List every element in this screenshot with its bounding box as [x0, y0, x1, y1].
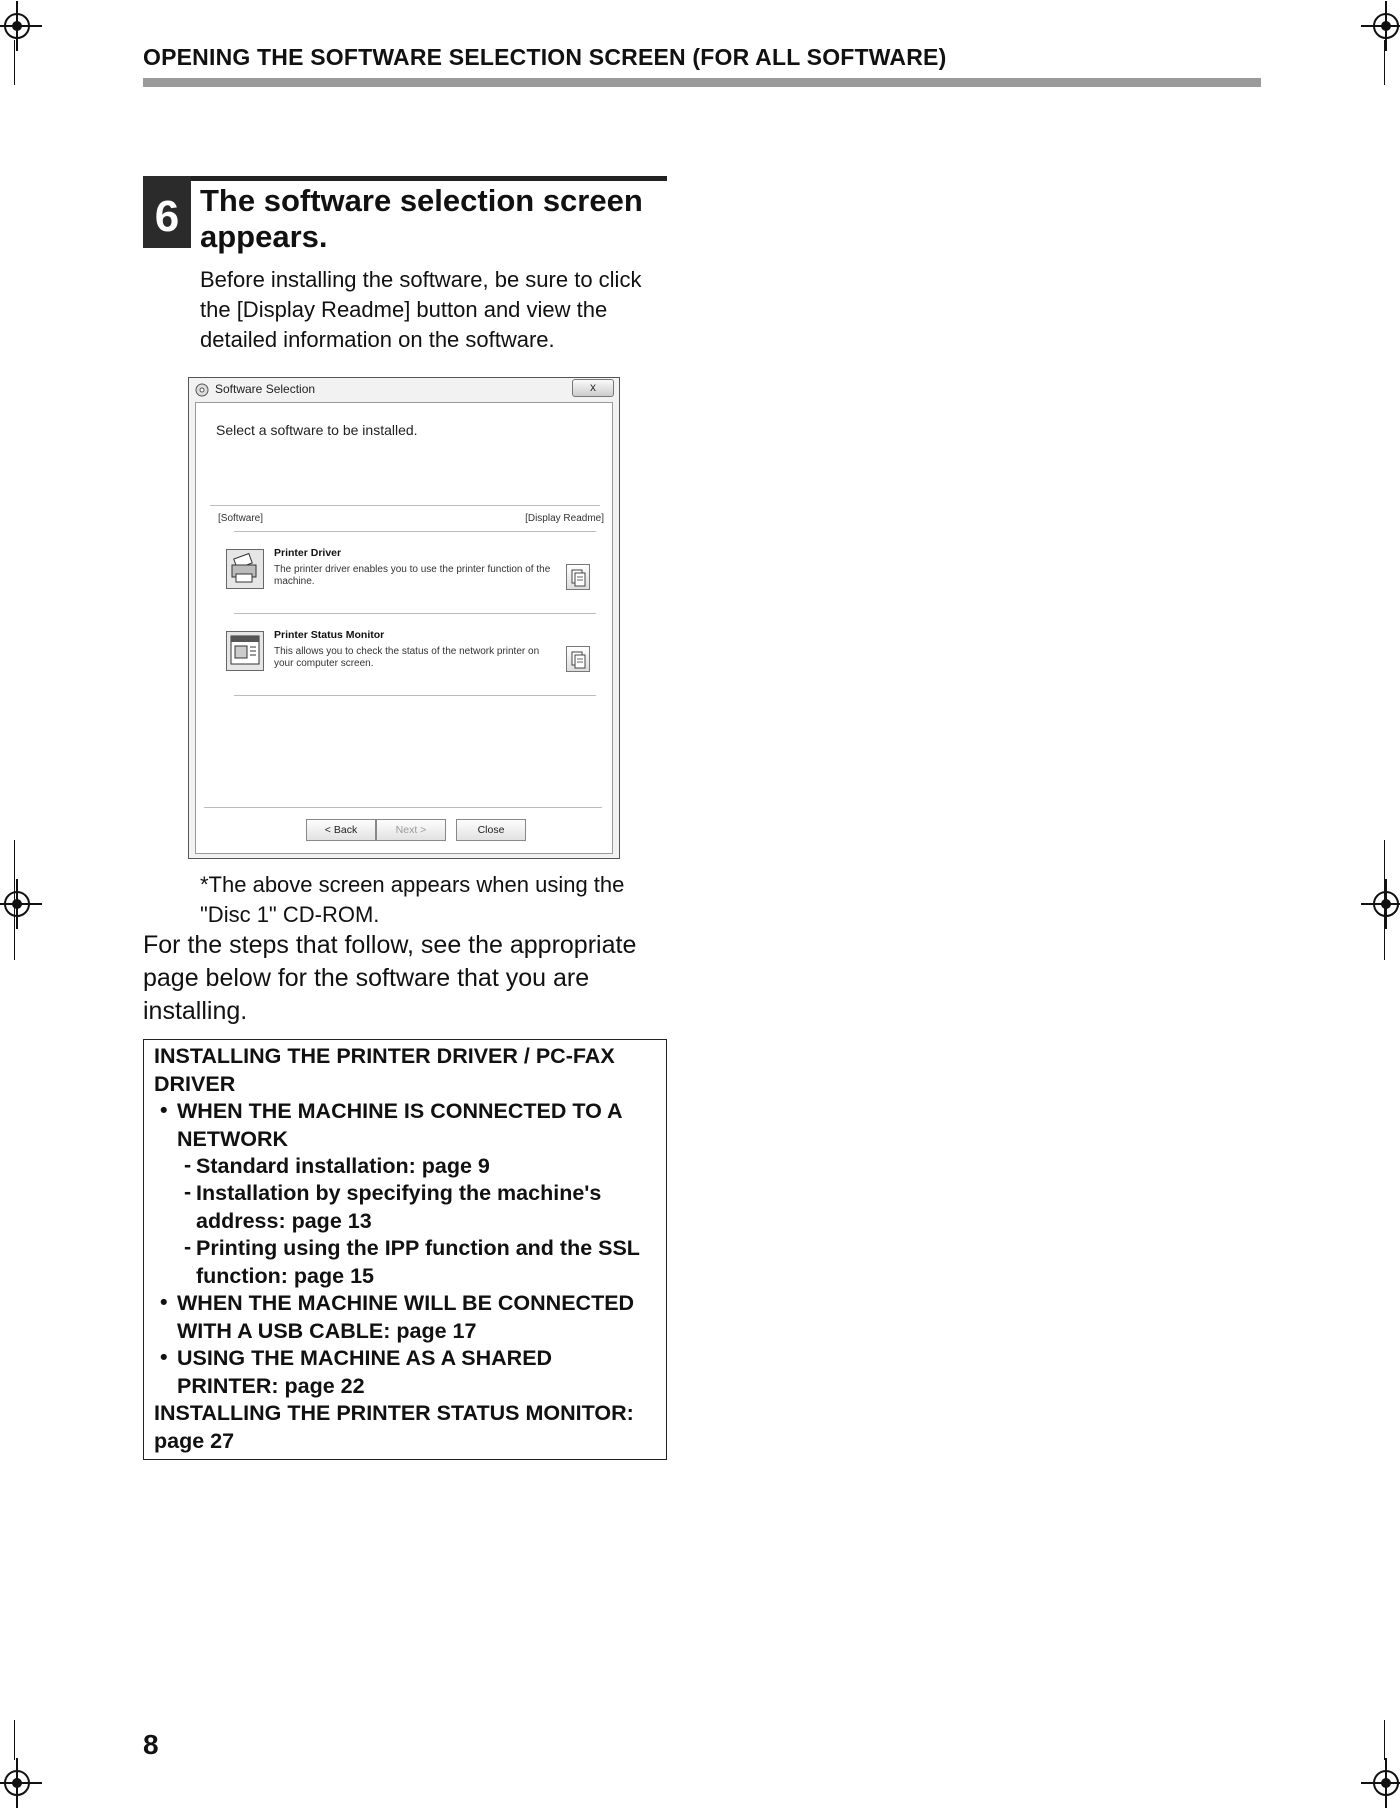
header-rule	[143, 78, 1261, 87]
column-header-display-readme: [Display Readme]	[525, 513, 604, 524]
instruction-paragraph	[143, 929, 683, 1028]
window-titlebar	[189, 378, 619, 402]
page-number: 8	[143, 1729, 159, 1760]
crop-line	[14, 40, 15, 85]
standard-installation-link[interactable]: Standard installation: page 9	[196, 1154, 490, 1178]
divider	[210, 505, 600, 506]
address-installation-link[interactable]	[196, 1180, 601, 1235]
divider	[234, 613, 596, 614]
heading-line: page 27	[154, 1428, 235, 1453]
shared-printer-link[interactable]	[177, 1345, 552, 1400]
registration-mark-top-left	[4, 13, 30, 39]
dash-glyph: -	[184, 1180, 192, 1204]
network-bullet	[177, 1098, 623, 1153]
step-rule	[143, 176, 667, 181]
registration-mark-mid-left	[4, 891, 30, 917]
description-line: This allows you to check the status of the network printer on	[274, 646, 540, 657]
crop-line	[14, 1720, 15, 1760]
display-readme-button[interactable]	[566, 564, 590, 590]
crop-line	[1384, 1720, 1385, 1760]
back-button[interactable]: < Back	[306, 819, 376, 841]
description-line: The printer driver enables you to use the printer function of the	[274, 564, 551, 575]
heading-line: INSTALLING THE PRINTER DRIVER / PC-FAX	[154, 1044, 615, 1068]
registration-mark-bottom-left	[4, 1770, 30, 1796]
printer-driver-install-button[interactable]	[226, 549, 264, 589]
bullet-glyph: •	[160, 1098, 168, 1122]
bullet-line: WHEN THE MACHINE IS CONNECTED TO A	[177, 1099, 623, 1123]
step-body-line: the [Display Readme] button and view the	[200, 297, 608, 322]
registration-mark-mid-right	[1373, 891, 1399, 917]
dash-glyph: -	[184, 1235, 192, 1259]
bullet-glyph: •	[160, 1345, 168, 1369]
cd-disc-icon	[195, 383, 209, 397]
dash-glyph: -	[184, 1153, 192, 1177]
step-body	[200, 265, 670, 355]
divider	[234, 695, 596, 696]
note-line: *The above screen appears when using the	[200, 872, 625, 897]
bullet-glyph: •	[160, 1290, 168, 1314]
window-title: Software Selection	[215, 382, 316, 396]
crop-line	[1384, 40, 1385, 85]
paragraph-line: page below for the software that you are	[143, 964, 590, 992]
heading-line: INSTALLING THE PRINTER STATUS MONITOR:	[154, 1401, 634, 1425]
bullet-line: WITH A USB CABLE: page 17	[177, 1318, 477, 1343]
registration-mark-top-right	[1373, 13, 1399, 39]
status-monitor-icon	[227, 632, 263, 670]
description-line: machine.	[274, 576, 315, 587]
registration-mark-bottom-right	[1373, 1770, 1399, 1796]
step-body-line: Before installing the software, be sure to click	[200, 267, 642, 292]
step-title	[200, 183, 670, 255]
software-selection-window	[188, 377, 620, 859]
link-line: Printing using the IPP function and the SSL	[196, 1236, 640, 1260]
printer-icon	[227, 550, 263, 588]
printer-status-monitor-install-button[interactable]	[226, 631, 264, 671]
link-line: function: page 15	[196, 1263, 374, 1288]
crop-line	[14, 840, 15, 960]
bullet-line: USING THE MACHINE AS A SHARED	[177, 1346, 553, 1370]
link-line: Installation by specifying the machine's	[196, 1181, 602, 1205]
paragraph-line: For the steps that follow, see the appropriate	[143, 931, 637, 959]
page-header-title: OPENING THE SOFTWARE SELECTION SCREEN (FOR ALL SOFTWARE)	[143, 44, 947, 70]
step-title-line: appears.	[200, 219, 328, 254]
window-prompt: Select a software to be installed.	[216, 422, 418, 438]
display-readme-button[interactable]	[566, 646, 590, 672]
software-description	[274, 564, 554, 588]
step-title-line: The software selection screen	[200, 183, 643, 218]
crop-line	[1384, 840, 1385, 960]
status-monitor-link[interactable]	[154, 1400, 634, 1455]
heading-line: DRIVER	[154, 1071, 236, 1096]
paragraph-line: installing.	[143, 997, 248, 1025]
document-icon	[567, 565, 589, 589]
note-line: "Disc 1" CD-ROM.	[200, 902, 380, 927]
close-button[interactable]: Close	[456, 819, 526, 841]
software-description	[274, 646, 554, 670]
column-header-software: [Software]	[218, 513, 264, 524]
divider	[234, 531, 596, 532]
page-reference-box	[143, 1039, 667, 1460]
document-icon	[567, 647, 589, 671]
software-name: Printer Driver	[274, 547, 342, 559]
description-line: your computer screen.	[274, 658, 374, 669]
screenshot-note	[200, 870, 670, 930]
section-heading	[154, 1043, 615, 1098]
bullet-line: PRINTER: page 22	[177, 1373, 365, 1398]
window-close-button[interactable]: x	[572, 379, 614, 397]
next-button[interactable]: Next >	[376, 819, 446, 841]
link-line: address: page 13	[196, 1208, 372, 1233]
software-name: Printer Status Monitor	[274, 629, 385, 641]
bullet-line: WHEN THE MACHINE WILL BE CONNECTED	[177, 1291, 635, 1315]
step-body-line: detailed information on the software.	[200, 327, 555, 352]
step-number: 6	[143, 176, 191, 248]
divider	[204, 807, 602, 808]
ipp-ssl-link[interactable]	[196, 1235, 640, 1290]
bullet-line: NETWORK	[177, 1126, 289, 1151]
usb-cable-link[interactable]	[177, 1290, 634, 1345]
window-client-area	[195, 402, 613, 854]
